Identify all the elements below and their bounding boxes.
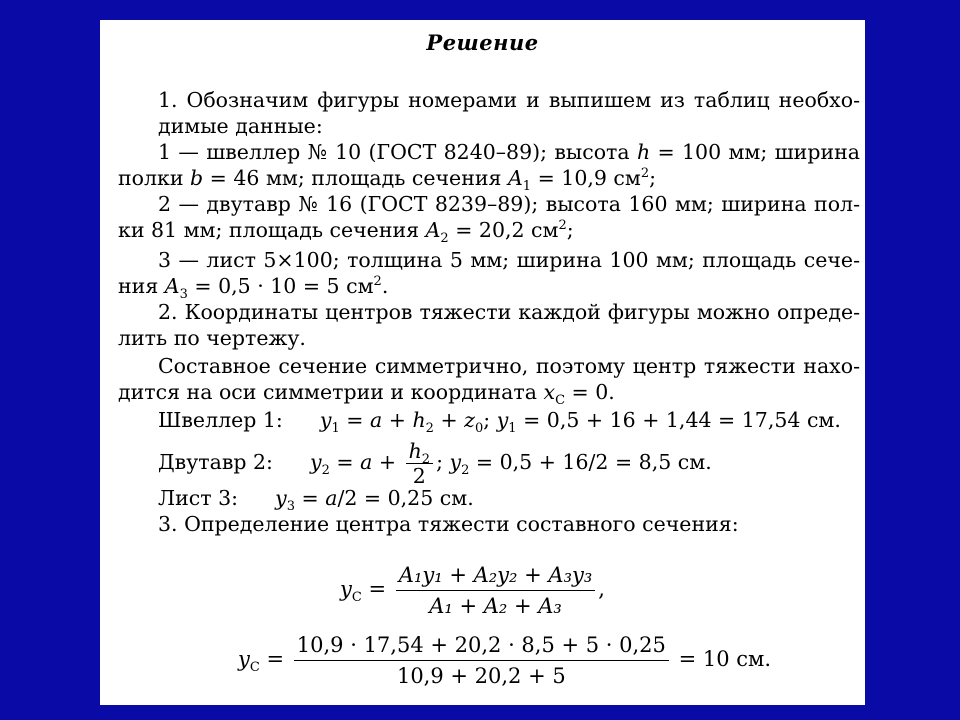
paragraph-3-line-2: дится на оси симметрии и координата $x_C = 0$. xyxy=(118,380,615,409)
paragraph-2-line-2: лить по чертежу. xyxy=(118,326,306,350)
page-title: Решение xyxy=(426,30,539,55)
dvutavr-row xyxy=(158,432,712,492)
paragraph-1-line-1: 1. Обозначим фигуры номерами и выпишем из таблиц необхо- xyxy=(158,88,860,112)
dvutavr-fraction: $\frac{h_2}{2}$ xyxy=(406,439,433,488)
dvutavr-formula: $y_2 = a$ + $\frac{h_2}{2}$ ; $y_2 = 0,5 + 16/2 = 8,5$ см. xyxy=(310,439,712,488)
figure-3-line-2: ния $A_3 = 0,5 \cdot 10 = 5$ $см^2$. xyxy=(118,274,389,303)
dvutavr-label: Двутавр 2: xyxy=(158,450,273,474)
figure-2-line-1: 2 — двутавр № 16 (ГОСТ 8239–89); высота 160 мм; ширина пол- xyxy=(158,192,860,216)
formula-yc-general: $y_C$ = $\frac{\text{A₁y₁ + A₂y₂ + A₃y₃}}{\text{A₁ + A₂ + A₃}}$ , xyxy=(340,560,605,621)
formula-yc-numeric: $y_C$ = $\frac{10,9 \cdot 17,54 + 20,2 \cdot 8,5 + 5 \cdot 0,25}{10,9 + 20,2 + 5}$ = 10 см. xyxy=(238,630,771,691)
list-label: Лист 3: xyxy=(158,486,239,510)
document-page xyxy=(100,20,865,705)
paragraph-1-line-2: димые данные: xyxy=(158,114,323,138)
figure-2-line-2: ки 81 мм; площадь сечения $A_2 = 20,2$ $см^2$; xyxy=(118,218,574,247)
list-formula: $y_3 = a/2 = 0,25$ см. xyxy=(275,486,474,515)
shveller-formula: $y_1 = a + h_2 + z_0$; $y_1 = 0,5 + 16 + 1,44 = 17,54$ см. xyxy=(319,408,841,437)
paragraph-3-line-1: Составное сечение симметрично, поэтому центр тяжести нахо- xyxy=(158,354,860,378)
paragraph-4: 3. Определение центра тяжести составного сечения: xyxy=(158,512,739,536)
shveller-label: Швеллер 1: xyxy=(158,408,283,432)
figure-3-line-1: 3 — лист 5×100; толщина 5 мм; ширина 100 мм; площадь сече- xyxy=(158,248,860,272)
paragraph-2-line-1: 2. Координаты центров тяжести каждой фигуры можно опреде- xyxy=(158,300,860,324)
figure-1-line-2: полки b = 46 мм; площадь сечения $A_1 = 10,9$ $см^2$; xyxy=(118,166,657,195)
figure-1-line-1: 1 — швеллер № 10 (ГОСТ 8240–89); высота h = 100 мм; ширина xyxy=(158,140,860,164)
shveller-row xyxy=(158,408,841,437)
list-row xyxy=(158,486,474,515)
